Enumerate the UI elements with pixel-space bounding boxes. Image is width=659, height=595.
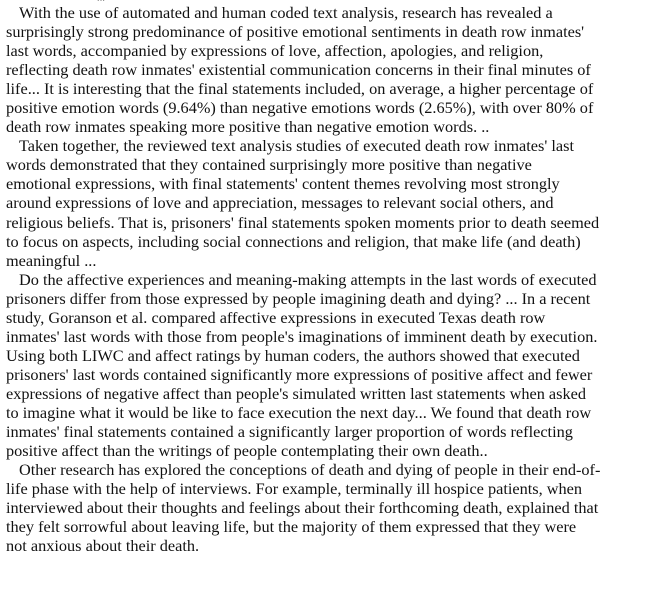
text-line: reflecting death row inmates' existential communication concerns in their final minutes of bbox=[6, 60, 591, 80]
text-line: Other research has explored the conceptions of death and dying of people in their end-of- bbox=[19, 460, 601, 480]
text-line: study, Goranson et al. compared affective expressions in executed Texas death row bbox=[6, 307, 546, 327]
text-line: surprisingly strong predominance of positive emotional sentiments in death row inmates' bbox=[6, 22, 585, 42]
text-line: life... It is interesting that the final statements included, on average, a higher percentage of bbox=[6, 79, 594, 99]
text-line: around expressions of love and appreciation, messages to relevant social others, and bbox=[6, 193, 554, 213]
text-line: emotional expressions, with final statements' content themes revolving most strongly bbox=[6, 174, 560, 194]
text-line: Using both LIWC and affect ratings by human coders, the authors showed that executed bbox=[6, 345, 580, 365]
text-line: to focus on aspects, including social connections and religion, that make life (and death) bbox=[6, 231, 581, 251]
text-line: Do the affective experiences and meaning-making attempts in the last words of executed bbox=[19, 269, 597, 289]
text-line: interviewed about their thoughts and feelings about their forthcoming death, explained that bbox=[6, 498, 599, 518]
text-line: prisoners' last words contained significantly more expressions of positive affect and fewer bbox=[6, 364, 593, 384]
text-line: inmates' last words with those from people's imaginations of imminent death by execution. bbox=[6, 326, 598, 346]
text-line: death row inmates speaking more positive than negative emotion words. .. bbox=[6, 117, 490, 137]
text-line: prisoners differ from those expressed by people imagining death and dying? ... In a recent bbox=[6, 288, 591, 308]
text-line: last words, accompanied by expressions of love, affection, apologies, and religion, bbox=[6, 41, 544, 61]
paragraph-1 bbox=[6, 3, 656, 136]
paragraph-2 bbox=[6, 136, 656, 269]
paragraph-4 bbox=[6, 460, 656, 555]
text-line: life phase with the help of interviews. For example, terminally ill hospice patients, when bbox=[6, 479, 583, 499]
text-line: expressions of negative affect than people's simulated written last statements when asked bbox=[6, 383, 586, 403]
text-line: they felt sorrowful about leaving life, but the majority of them expressed that they were bbox=[6, 517, 577, 537]
text-line: inmates' final statements contained a significantly larger proportion of words reflecting bbox=[6, 422, 573, 442]
text-line: to imagine what it would be like to face execution the next day... We found that death row bbox=[6, 402, 592, 422]
article-body bbox=[6, 3, 656, 555]
text-line: Taken together, the reviewed text analysis studies of executed death row inmates' last bbox=[19, 136, 574, 156]
text-line: words demonstrated that they contained surprisingly more positive than negative bbox=[6, 155, 532, 175]
text-line: positive affect than the writings of people contemplating their own death.. bbox=[6, 441, 488, 461]
text-line: religious beliefs. That is, prisoners' final statements spoken moments prior to death seemed bbox=[6, 212, 600, 232]
text-line: meaningful ... bbox=[6, 250, 97, 270]
text-line: With the use of automated and human coded text analysis, research has revealed a bbox=[19, 3, 553, 22]
text-line: positive emotion words (9.64%) than negative emotions words (2.65%), with over 80% of bbox=[6, 98, 594, 118]
paragraph-3 bbox=[6, 270, 656, 460]
text-line: not anxious about their death. bbox=[6, 536, 200, 556]
